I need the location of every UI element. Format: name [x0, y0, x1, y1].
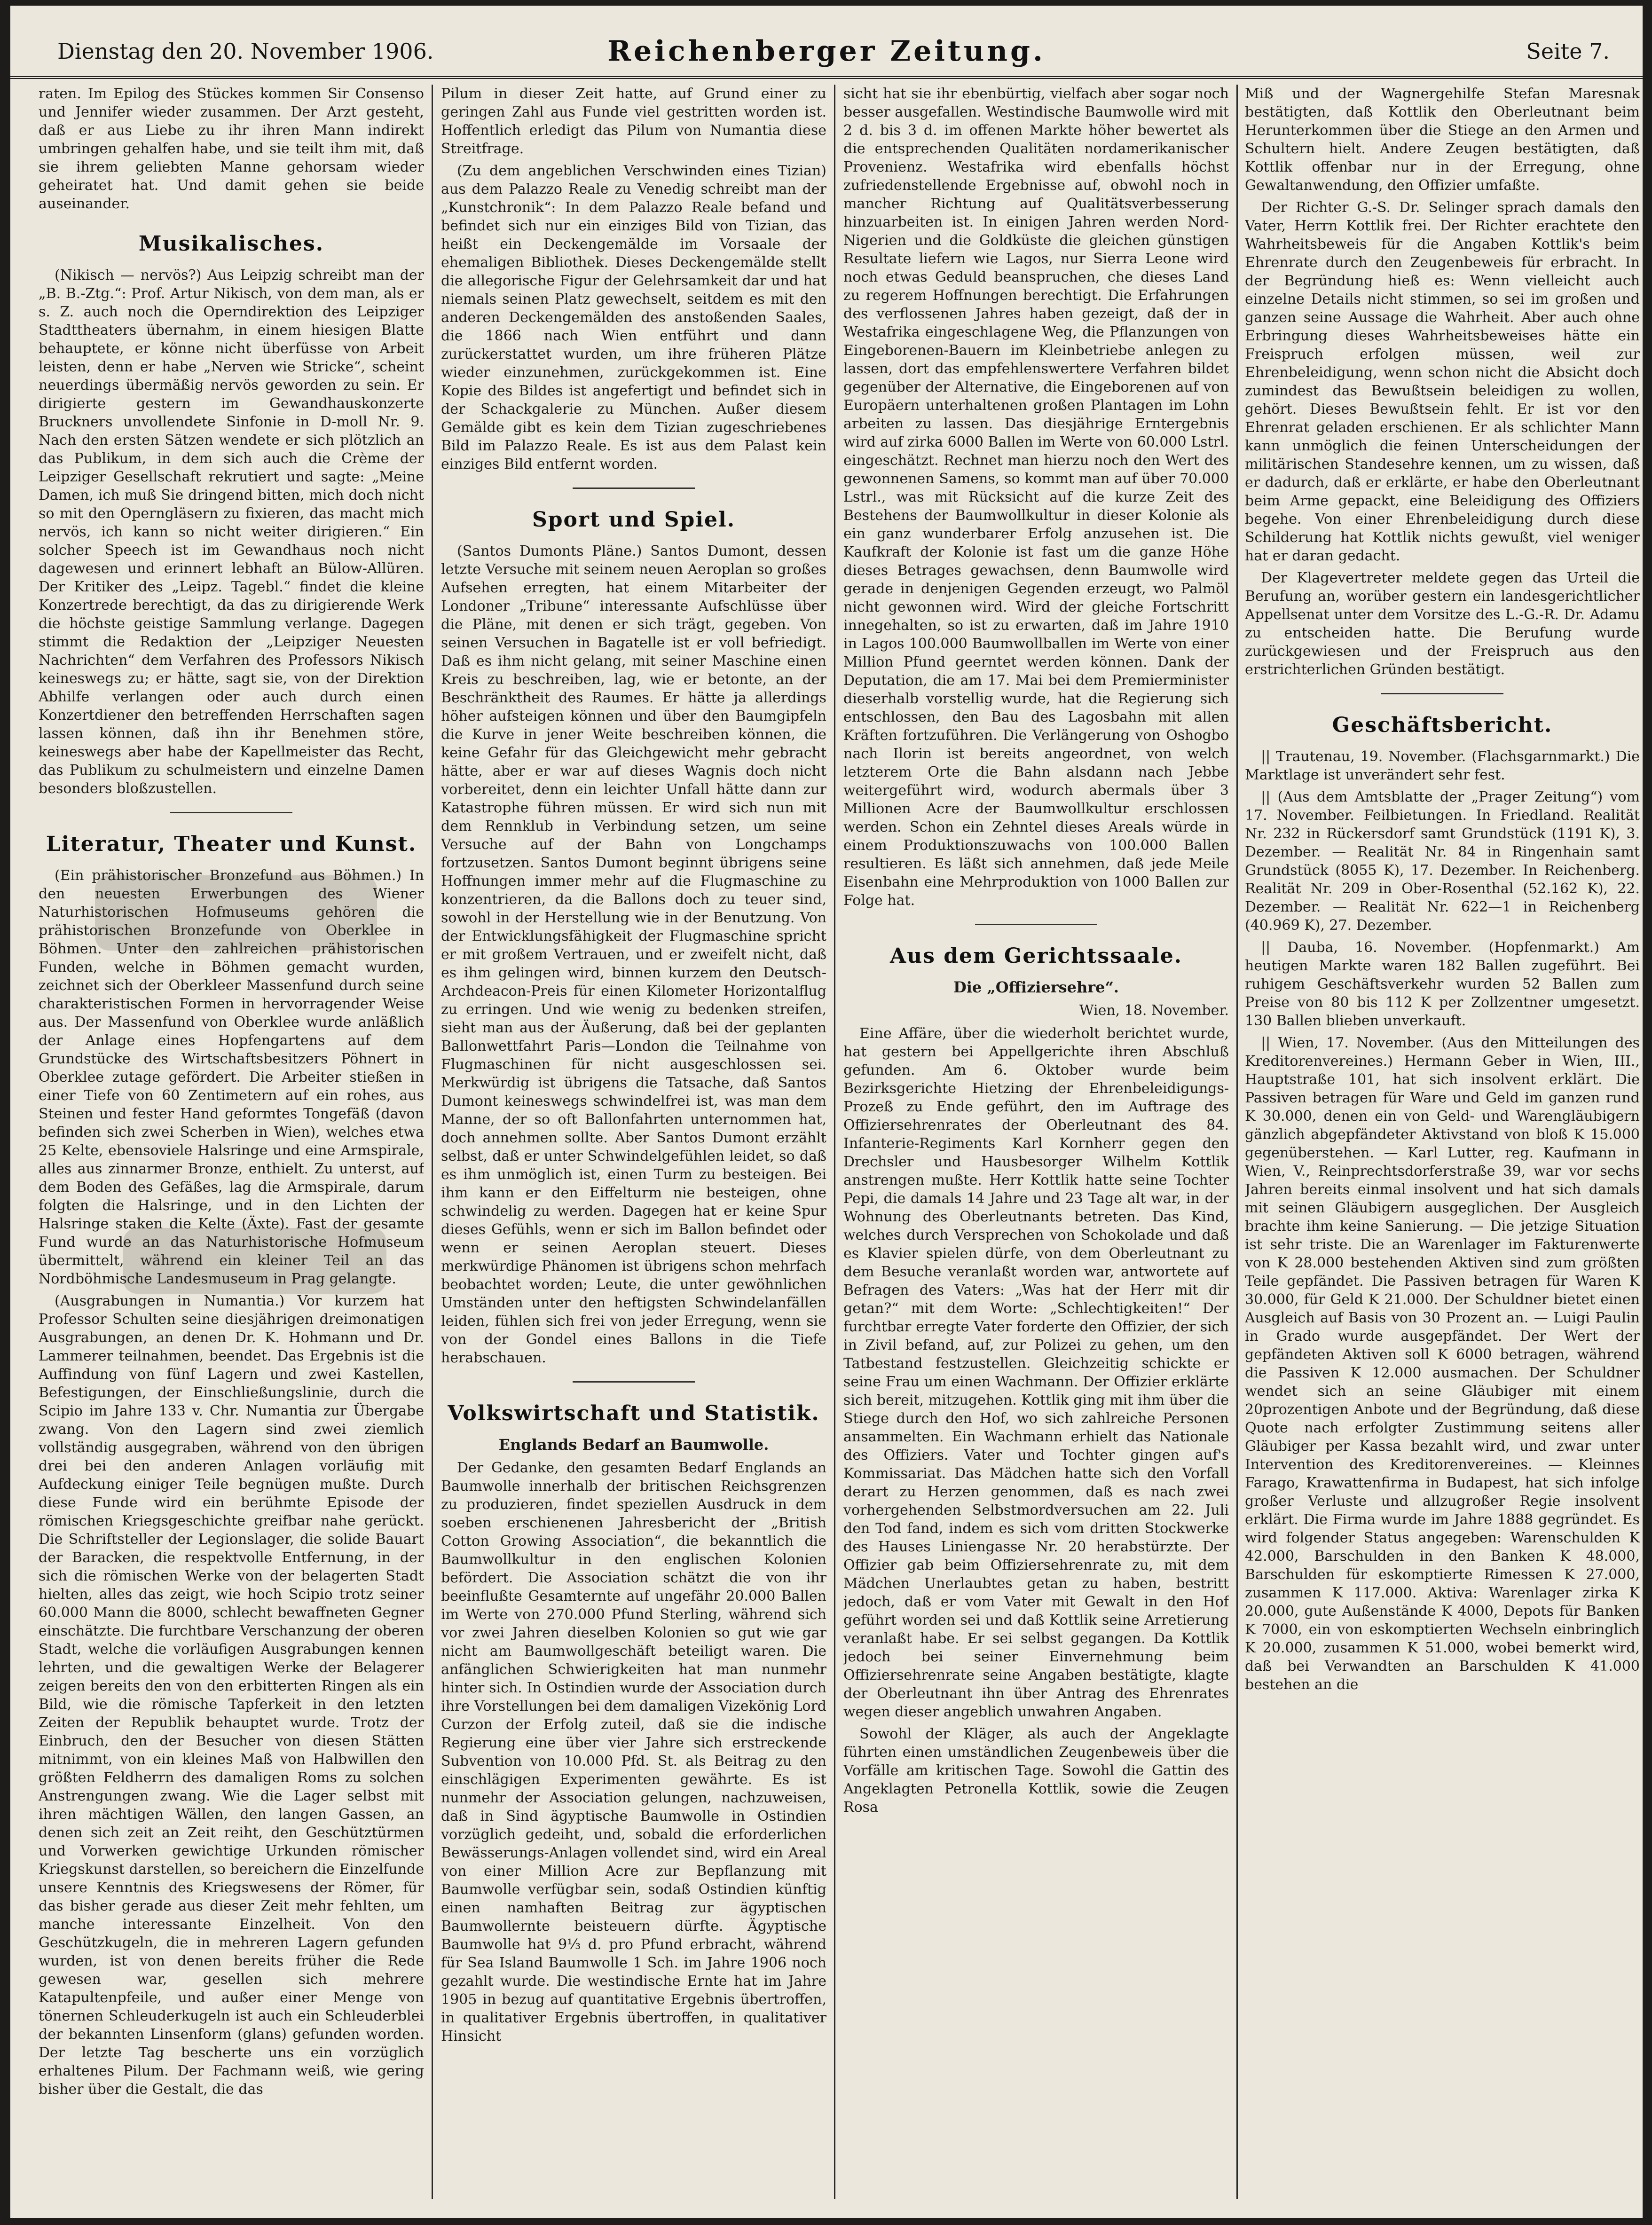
page-number: Seite 7.	[1526, 39, 1610, 64]
column-2	[441, 85, 826, 2199]
masthead: Reichenberger Zeitung.	[607, 35, 1046, 68]
article-heading-cotton: Englands Bedarf an Baumwolle.	[498, 1436, 769, 1454]
column-rule	[432, 85, 433, 2199]
column-3	[843, 85, 1229, 2199]
divider	[170, 812, 292, 813]
business-dauba: || Dauba, 16. November. (Hopfenmarkt.) Am heutigen Markte waren 182 Ballen zugeführt. Bei ruhigem Geschäftsverkehr wurden 52 Ballen zum Preise von 80 bis 112 K per Zollzentner umgesetzt. 130 Ballen blieben unverkauft.	[1245, 939, 1640, 1029]
article-bronze-find: (Ein prähistorischer Bronzefund aus Böhmen.) In den neuesten Erwerbungen des Wiener Naturhistorischen Hofmuseums gehören die prähistorischen Bronzefunde von Oberklee in Böhmen. Unter den zahlreichen prähistorischen Funden, welche in Böhmen gemacht wurden, zeichnet sich der Oberkleer Massenfund durch seine charakteristischen Formen in hervorragender Weise aus. Der Massenfund von Oberklee wurde anläßlich der Anlage eines Hopfengartens auf dem Grundstücke des Wirtschaftsbesitzers Pöhnert in Oberklee zutage gefördert. Die Arbeiter stießen in einer Tiefe von 60 Zentimetern auf ein rohes, aus Steinen und fester Hand geformtes Tongefäß (davon befinden sich zwei Scherben in Wien), welches etwa 25 Kelte, ebensoviele Halsringe und eine Armspirale, alles aus zinnarmer Bronze, enthielt. Zu unterst, auf dem Boden des Gefäßes, lag die Armspirale, darum folgten die Halsringe, und in den Lichten der Halsringe staken die Kelte (Äxte). Fast der gesamte Fund wurde an das Naturhistorische Hofmuseum übermittelt, während ein kleiner Teil an das Nordböhmische Landesmuseum in Prag gelangte.	[39, 867, 424, 1287]
column-1	[39, 85, 424, 2199]
page-header	[10, 6, 1643, 79]
business-amtsblatt: || (Aus dem Amtsblatte der „Prager Zeitung“) vom 17. November. Feilbietungen. In Friedland. Realität Nr. 232 in Rückersdorf samt Grundstück (1191 K), 3. Dezember. — Realität Nr. 84 in Ringenhain samt Grundstück (8055 K), 17. Dezember. In Reichenberg. Realität Nr. 209 in Ober-Rosenthal (52.162 K), 22. Dezember. — Realität Nr. 622—1 in Reichenberg (40.969 K), 27. Dezember.	[1245, 789, 1640, 934]
column-rule	[1236, 85, 1238, 2199]
divider	[573, 1381, 695, 1383]
business-trautenau: || Trautenau, 19. November. (Flachsgarnmarkt.) Die Marktlage ist unverändert sehr fest.	[1245, 748, 1640, 783]
section-heading-business: Geschäftsbericht.	[1332, 713, 1553, 737]
article-appeal: Der Klagevertreter meldete gegen das Urteil die Berufung an, worüber gestern ein landesgerichtlicher Appellsenat unter dem Vorsitze des L.-G.-R. Dr. Adamu zu entscheiden hatte. Die Berufung wurde zurückgewiesen und der Freispruch aus den erstrichterlichen Gründen bestätigt.	[1245, 570, 1640, 678]
article-numantia: (Ausgrabungen in Numantia.) Vor kurzem hat Professor Schulten seine diesjährigen dreimonatigen Ausgrabungen, an denen Dr. K. Hohmann und Dr. Lammerer teilnahmen, beendet. Das Ergebnis ist die Auffindung von fünf Lagern und zwei Kastellen, Befestigungen, der Einschließungslinie, durch die Scipio im Jahre 133 v. Chr. Numantia zur Übergabe zwang. Von den Lagern sind zwei ziemlich vollständig ausgegraben, während von den übrigen drei bei den anderen Anlagen vorläufig mit Aufdeckung einiger Teile begnügen mußte. Durch diese Funde wird ein berühmte Episode der römischen Kriegsgeschichte greifbar nahe gerückt. Die Schriftsteller der Legionslager, die solide Bauart der Baracken, die respektvolle Entfernung, in der sich die römischen Werke von der belagerten Stadt hielten, alles das zeigt, wie hoch Scipio trotz seiner 60.000 Mann die 8000, schlecht bewaffneten Gegner einschätzte. Die furchtbare Verschanzung der oberen Stadt, welche die vorläufigen Ausgrabungen kennen lehrten, und die gewaltigen Werke der Belagerer zeigen bereits den von den erbitterten Ringen als ein Bild, wie die römische Tapferkeit in den letzten Zeiten der Republik behauptet wurde. Trotz der Einbruch, den der Besucher von diesen Stätten mitnimmt, von ein kleines Maß von Halbwillen den größten Feldherrn des damaligen Roms zu solchen Anstrengungen zwang. Wie die Lager selbst mit ihren mächtigen Wällen, den langen Gassen, an denen sich zeit an Zeit reiht, den Geschütztürmen und Vorwerken gewichtige Urkunden römischer Kriegskunst darstellen, so bereichern die Einzelfunde unsere Kenntnis des Kriegswesens der Römer, für das bisher gerade aus dieser Zeit mehr fehlten, um manche interessante Einzelheit. Von den Geschützkugeln, die in mehreren Lagern gefunden wurden, ist von denen bereits früher die Rede gewesen war, gesellen sich mehrere Katapultenpfeile, und außer einer Menge von tönernen Schleuderkugeln ist auch ein Schleuderblei der bekannten Linsenform (glans) gefunden worden. Der letzte Tag bescherte uns ein vorzüglich erhaltenes Pilum. Der Fachmann weiß, wie gering bisher über die Gestalt, die das	[39, 1293, 424, 2098]
article-continuation: Miß und der Wagnergehilfe Stefan Maresnak bestätigten, daß Kottlik den Oberleutnant beim Herunterkommen über die Stiege an den Armen und Schultern hielt. Andere Zeugen bestätigten, daß Kottlik offenbar nur in der Erregung, ohne Gewaltanwendung, den Offizier umfaßte.	[1245, 86, 1640, 194]
divider	[573, 487, 695, 489]
print-smudge	[95, 875, 377, 951]
print-smudge	[123, 1228, 386, 1294]
column-rule	[834, 85, 835, 2199]
article-nikisch: (Nikisch — nervös?) Aus Leipzig schreibt man der „B. B.-Ztg.“: Prof. Artur Nikisch, von dem man, als er s. Z. auch noch die Operndirektion des Leipziger Stadttheaters übernahm, in einem hiesigen Blatte behauptete, er könne nicht überfüsse von Arbeit leisten, denn er habe „Nerven wie Stricke“, scheint neuerdings übermäßig nervös geworden zu sein. Er dirigierte gestern im Gewandhauskonzerte Bruckners unvollendete Sinfonie in D-moll Nr. 9. Nach den ersten Sätzen wendete er sich plötzlich an das Publikum, in dem sich auch die Crème der Leipziger Gesellschaft rekrutiert und sagte: „Meine Damen, ich muß Sie dringend bitten, mich doch nicht so mit den Operngläsern zu fixieren, das macht mich nervös, ich kann so nicht weiter dirigieren.“ Ein solcher Speech ist im Gewandhaus noch nicht dagewesen und erinnert lebhaft an Bülow-Allüren. Der Kritiker des „Leipz. Tagebl.“ findet die kleine Konzertrede berechtigt, da das zu dirigierende Werk die höchste geistige Sammlung verlange. Dagegen stimmt die Redaktion der „Leipziger Neuesten Nachrichten“ dem Verfahren des Professors Nikisch keineswegs zu; er hätte, sagt sie, von der Direktion Abhilfe verlangen oder auch durch einen Konzertdiener den betreffenden Herrschaften sagen lassen können, daß ihn ihr Benehmen störe, keineswegs aber habe der Kapellmeister das Recht, das Publikum zu schulmeistern und einzelne Damen besonders bloßzustellen.	[39, 267, 424, 797]
article-tizian: (Zu dem angeblichen Verschwinden eines Tizian) aus dem Palazzo Reale zu Venedig schreibt man der „Kunstchronik“: In dem Palazzo Reale befand und befindet sich nur ein einziges Bild von Tizian, das heißt ein Deckengemälde im Vorsaale der ehemaligen Bibliothek. Dieses Deckengemälde stellt die allegorische Figur der Gelehrsamkeit dar und hat niemals seinen Platz gewechselt, seitdem es mit den anderen Deckengemälden des anstoßenden Saales, die 1866 nach Wien entführt und dann zurückerstattet wurden, um ihre früheren Plätze wieder einzunehmen, zurückgekommen ist. Eine Kopie des Bildes ist angefertigt und befindet sich in der Schackgalerie zu München. Außer diesem Gemälde gibt es kein dem Tizian zugeschriebenes Bild im Palazzo Reale. Es ist aus dem Palast kein einziges Bild entfernt worden.	[441, 163, 826, 472]
divider	[1381, 693, 1503, 694]
article-verdict: Der Richter G.-S. Dr. Selinger sprach damals den Vater, Herrn Kottlik frei. Der Richter erachtete den Wahrheitsbeweis für die Angaben Kottlik's beim Ehrenrate durch den Zeugenbeweis für erbracht. In der Begründung hieß es: Wenn vielleicht auch einzelne Details nicht stimmen, so sei im großen und ganzen seine Aussage die Wahrheit. Aber auch ohne Erbringung dieses Wahrheitsbeweises hätte ein Freispruch erfolgen müssen, weil zur Ehrenbeleidigung, wenn schon nicht die Absicht doch zumindest das Bewußtsein beleidigen zu wollen, gehört. Dieses Bewußtsein fehlt. Er ist vor den Ehrenrat geladen erschienen. Er als schlichter Mann kann unmöglich die feinen Unterscheidungen der militärischen Standesehre kennen, um zu wissen, daß er dadurch, daß er erklärte, er habe den Oberleutnant beim Arme gepackt, eine Beleidigung des Offiziers begehe. Von einer Ehrenbeleidigung durch diese Schilderung hat Kottlik nichts gewußt, viel weniger hat er daran gedacht.	[1245, 199, 1640, 564]
dateline: Wien, 18. November.	[1079, 1002, 1229, 1019]
article-heading-officer-honor: Die „Offiziersehre“.	[953, 978, 1119, 996]
article-santos-dumont: (Santos Dumonts Pläne.) Santos Dumont, dessen letzte Versuche mit seinem neuen Aeroplan so großes Aufsehen erregten, hat einem Mitarbeiter der Londoner „Tribune“ interessante Aufschlüsse über die Pläne, mit denen er sich trägt, gegeben. Von seinen Versuchen in Bagatelle ist er voll befriedigt. Daß es ihm nicht gelang, mit seiner Maschine einen Kreis zu beschreiben, lag, wie er betonte, an der Beschränktheit des Raumes. Er hätte ja allerdings höher aufsteigen können und über den Baumgipfeln die Kurve in jener Weite beschreiben können, die keine Gefahr für das Gleichgewicht mehr gebracht hätte, aber er war auf dieses Wagnis doch nicht vorbereitet, denn ein leichter Unfall hätte dann zur Katastrophe führen müssen. Er wird sich nun mit dem Rennklub in Verbindung setzen, um seine Versuche auf der Bahn von Longchamps fortzusetzen. Santos Dumont beginnt übrigens seine Hoffnungen immer mehr auf die Flugmaschine zu konzentrieren, da die Ballons doch zu teuer sind, sowohl in der Herstellung wie in der Benutzung. Von der Entwicklungsfähigkeit der Flugmaschine spricht er mit großem Vertrauen, und er zweifelt nicht, daß es ihm gelingen wird, binnen kurzem den Deutsch-Archdeacon-Preis für einen Kilometer Horizontalflug zu erringen. Und wie wenig zu bedenken streifen, sieht man aus der Äußerung, daß bei der geplanten Ballonwettfahrt Paris—London die Teilnahme von Flugmaschinen für nicht ausgeschlossen sei. Merkwürdig ist übrigens die Tatsache, daß Santos Dumont keineswegs schwindelfrei ist, was man dem Manne, der so oft Ballonfahrten unternommen hat, doch annehmen sollte. Aber Santos Dumont erzählt selbst, daß er unter Schwindelgefühlen leidet, so daß es ihm unmöglich ist, einen Turm zu besteigen. Bei ihm kann er den Eiffelturm nie besteigen, ohne schwindelig zu werden. Dagegen hat er keine Spur dieses Gefühls, wenn er sich im Ballon befindet oder wenn er seinen Aeroplan steuert. Dieses merkwürdige Phänomen ist übrigens schon mehrfach beobachtet worden; Leute, die unter gewöhnlichen Umständen unter den heftigsten Schwindelanfällen leiden, fühlen sich frei von jeder Erregung, wenn sie von der Gondel eines Ballons in die Tiefe herabschauen.	[441, 543, 826, 1366]
section-heading-court: Aus dem Gerichtssaale.	[889, 944, 1182, 968]
divider	[975, 924, 1097, 925]
section-heading-economy: Volkswirtschaft und Statistik.	[448, 1401, 820, 1425]
issue-date: Dienstag den 20. November 1906.	[57, 39, 434, 64]
article-officer-honor-cont: Sowohl der Kläger, als auch der Angeklagte führten einen umständlichen Zeugenbeweis über die Vorfälle am kritischen Tage. Sowohl die Gattin des Angeklagten Petronella Kottlik, sowie die Zeugen Rosa	[843, 1726, 1229, 1816]
article-continuation: Pilum in dieser Zeit hatte, auf Grund einer zu geringen Zahl aus Funde viel gestritten worden ist. Hoffentlich erledigt das Pilum von Numantia diese Streitfrage.	[441, 86, 826, 157]
business-wien: || Wien, 17. November. (Aus den Mitteilungen des Kreditorenvereines.) Hermann Geber in Wien, III., Hauptstraße 101, hat sich insolvent erklärt. Die Passiven betragen für Ware und Geld im ganzen rund K 30.000, denen ein von Geld- und Warengläubigern gänzlich abgepfändeter Aktivstand von bloß K 15.000 gegenüberstehen. — Karl Lutter, reg. Kaufmann in Wien, V., Reinprechtsdorferstraße 39, war vor sechs Jahren bereits einmal insolvent und hat sich damals mit seinen Gläubigern ausgeglichen. Der Ausgleich brachte ihm keine Sanierung. — Die jetzige Situation ist sehr triste. Die an Warenlager im Fakturenwerte von K 28.000 bestehenden Aktiven sind zum größten Teile gepfändet. Die Passiven betragen für Waren K 30.000, für Geld K 21.000. Der Schuldner bietet einen Ausgleich auf Basis von 30 Prozent an. — Luigi Paulin in Grado wurde ausgepfändet. Der Wert der gepfändeten Aktiven soll K 6000 betragen, während die Passiven K 12.000 ausmachen. Der Schuldner wendet sich an seine Gläubiger mit einem 20prozentigen Anbote und der Begründung, daß diese Quote nach erfolgter Zustimmung seitens aller Gläubiger per Kassa bezahlt wird, und zwar unter Intervention des Kreditorenvereines. — Kleinnes Farago, Krawattenfirma in Budapest, hat sich infolge großer Verluste und allzugroßer Regie insolvent erklärt. Die Firma wurde im Jahre 1888 gegründet. Es wird folgender Status angegeben: Warenschulden K 42.000, Barschulden in den Banken K 48.000, Barschulden für eskomptierte Rimessen K 27.000, zusammen K 117.000. Aktiva: Warenlager zirka K 20.000, gute Außenstände K 4000, Depots für Banken K 7000, ein von eskomptierten Wechseln einbringlich K 20.000, zusammen K 51.000, wobei bemerkt wird, daß bei Verwandten an Barschulden K 41.000 bestehen an die	[1245, 1035, 1640, 1693]
section-heading-literature: Literatur, Theater und Kunst.	[46, 832, 417, 856]
newspaper-page	[10, 6, 1643, 2218]
article-officer-honor: Eine Affäre, über die wiederholt berichtet wurde, hat gestern bei Appellgerichte ihren Abschluß gefunden. Am 6. Oktober wurde beim Bezirksgerichte Hietzing der Ehrenbeleidigungs-Prozeß zu Ende geführt, den im Auftrage des Offiziersehrenrates der Oberleutnant des 84. Infanterie-Regiments Karl Kornherr gegen den Drechsler und Hausbesorger Wilhelm Kottlik anstrengen mußte. Herr Kottlik hatte seine Tochter Pepi, die damals 14 Jahre und 23 Tage alt war, in der Wohnung des Oberleutnants betreten. Das Kind, welches durch Versprechen von Schokolade und daß es Klavier spielen dürfe, von dem Oberleutnant zu dem Besuche veranlaßt worden war, antwortete auf Befragen des Vaters: „Was hat der Herr mit dir getan?“ mit dem Worte: „Schlechtigkeiten!“ Der furchtbar erregte Vater forderte den Offizier, der sich in Zivil befand, auf, zur Polizei zu gehen, um den Tatbestand festzustellen. Gleichzeitig schickte er seine Frau um einen Wachmann. Der Offizier erklärte sich bereit, mitzugehen. Kottlik ging mit ihm über die Stiege durch den Hof, wo sich zahlreiche Personen ansammelten. Ein Wachmann erhielt das Nationale des Offiziers. Vater und Tochter gingen auf's Kommissariat. Das Mädchen hatte sich den Vorfall derart zu Herzen genommen, daß es nach zwei vorhergehenden Selbstmordversuchen am 22. Juli den Tod fand, indem es sich vom dritten Stockwerke des Hauses Liniengasse Nr. 20 herabstürzte. Der Offizier gab beim Offiziersehrenrate zu, mit dem Mädchen Unerlaubtes getan zu haben, bestritt jedoch, daß er vom Vater mit Gewalt in den Hof geführt worden sei und daß Kottlik seine Arretierung veranlaßt habe. Er sei selbst gegangen. Da Kottlik jedoch bei seiner Einvernehmung beim Offiziersehrenrate seine Angaben bestätigte, klagte der Oberleutnant ihn über Antrag des Ehrenrates wegen dieser angeblich unwahren Angaben.	[843, 1025, 1229, 1720]
columns	[39, 85, 1640, 2199]
column-4	[1245, 85, 1640, 2199]
article-continuation: sicht hat sie ihr ebenbürtig, vielfach aber sogar noch besser ausgefallen. Westindische Baumwolle wird mit 2 d. bis 3 d. im offenen Markte höher bewertet als die entsprechenden Qualitäten nordamerikanischer Provenienz. Westafrika wird ebenfalls höchst zufriedenstellende Ergebnisse auf, obwohl noch in mancher Richtung auf Qualitätsverbesserung hinzuarbeiten ist. In einigen Jahren werden Nord-Nigerien und die Goldküste die gleichen günstigen Resultate liefern wie Lagos, nur Sierra Leone wird noch etwas Geduld beanspruchen, che dieses Land zu regerem Hoffnungen berechtigt. Die Erfahrungen des verflossenen Jahres haben gezeigt, daß der in Westafrika eingeschlagene Weg, die Pflanzungen von Eingeborenen-Bauern im Kleinbetriebe anlegen zu lassen, dort das empfehlenswertere Verfahren bildet gegenüber der Alternative, die Eingeborenen auf von Europäern unterhaltenen großen Plantagen im Lohn arbeiten zu lassen. Das diesjährige Erntergebnis wird auf zirka 6000 Ballen im Werte von 60.000 Lstrl. eingeschätzt. Rechnet man hierzu noch den Wert des gewonnenen Samens, so kommt man auf über 70.000 Lstrl., was mit Rücksicht auf die kurze Zeit des Bestehens der Baumwollkultur in dieser Kolonie als ein ganz wunderbarer Erfolg anzusehen ist. Die Kaufkraft der Kolonie ist fast um die ganze Höhe dieses Betrages gewachsen, denn Baumwolle wird gerade in denjenigen Gegenden erzeugt, wo Palmöl nicht gewonnen wird. Wird der gleiche Fortschritt innegehalten, so ist zu erwarten, daß im Jahre 1910 in Lagos 100.000 Baumwollballen im Werte von einer Million Pfund geerntet werden können. Dank der Deputation, die am 17. Mai bei dem Premierminister dieserhalb vorstellig wurde, hat die Regierung sich entschlossen, den Bau des Lagosbahn mit allen Kräften fortzuführen. Die Verlängerung von Oshogbo nach Ilorin ist bereits angeordnet, von welch letzterem Orte die Bahn alsdann nach Jebbe weitergeführt wird, wodurch abermals über 3 Millionen Acre der Baumwollkultur erschlossen werden. Schon ein Zehntel dieses Areals würde in einem Produktionszuwachs von 100.000 Ballen resultieren. Es läßt sich annehmen, daß jede Meile Eisenbahn eine Mehrproduktion von 1000 Ballen zur Folge hat.	[843, 86, 1229, 909]
section-heading-music: Musikalisches.	[138, 232, 324, 256]
article-cotton: Der Gedanke, den gesamten Bedarf Englands an Baumwolle innerhalb der britischen Reichsgrenzen zu produzieren, findet speziellen Ausdruck in dem soeben erschienenen Jahresbericht der „British Cotton Growing Association“, die bekanntlich die Baumwollkultur in den englischen Kolonien befördert. Die Association schätzt die von ihr beeinflußte Gesamternte auf ungefähr 20.000 Ballen im Werte von 270.000 Pfund Sterling, während sich vor zwei Jahren dieselben Kolonien so gut wie gar nicht am Baumwollgeschäft beteiligt waren. Die anfänglichen Schwierigkeiten hat man nunmehr hinter sich. In Ostindien wurde der Association durch ihre Vorstellungen bei dem damaligen Vizekönig Lord Curzon der Erfolg zuteil, daß sie die indische Regierung eine über vier Jahre sich erstreckende Subvention von 10.000 Pfd. St. als Beitrag zu den einschlägigen Experimenten gewährte. Es ist nunmehr der Association gelungen, nachzuweisen, daß in Sind ägyptische Baumwolle in Ostindien vorzüglich gedeiht, und, sobald die erforderlichen Bewässerungs-Anlagen vollendet sind, wird ein Areal von einer Million Acre zur Bepflanzung mit Baumwolle verfügbar sein, sodaß Ostindien künftig einen namhaften Beitrag zur ägyptischen Baumwollernte beisteuern dürfte. Ägyptische Baumwolle hat 9⅓ d. pro Pfund erbracht, während für Sea Island Baumwolle 1 Sch. im Jahre 1906 noch gezahlt wurde. Die westindische Ernte hat im Jahre 1905 in bezug auf quantitative Ergebnis übertroffen, in qualitativer Ergebnis übertroffen, in qualitativer Hinsicht	[441, 1460, 826, 2044]
section-heading-sport: Sport und Spiel.	[532, 508, 736, 532]
article-continuation: raten. Im Epilog des Stückes kommen Sir Consenso und Jennifer wieder zusammen. Der Arzt gesteht, daß er aus Liebe zu ihr ihren Mann indirekt umbringen gehalfen habe, und sie teilt ihm mit, daß sie ihrem geliebten Manne gehorsam wieder geheiratet hat. Und damit gehen sie beide auseinander.	[39, 86, 424, 212]
